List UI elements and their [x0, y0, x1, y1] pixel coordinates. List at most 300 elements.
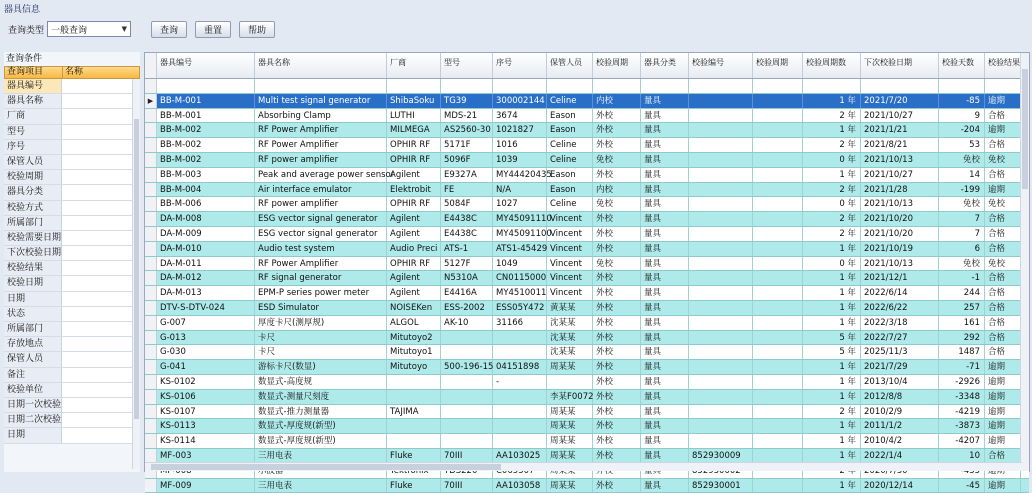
row-indicator[interactable]	[145, 257, 157, 271]
table-cell[interactable]	[493, 419, 547, 433]
table-cell[interactable]	[753, 449, 803, 463]
filter-row[interactable]	[4, 125, 140, 140]
table-cell[interactable]: 免校	[593, 153, 641, 167]
table-cell[interactable]: 逾期	[985, 123, 1021, 137]
table-row[interactable]	[145, 123, 1029, 138]
table-cell[interactable]: -3873	[939, 419, 985, 433]
row-indicator[interactable]	[145, 212, 157, 226]
table-cell[interactable]: 1 年	[803, 390, 861, 404]
filter-value-input[interactable]	[62, 352, 140, 366]
table-cell[interactable]: 70III	[441, 449, 493, 463]
table-cell[interactable]: E4416A	[441, 286, 493, 300]
table-cell[interactable]: 1049	[493, 257, 547, 271]
table-cell[interactable]: AK-10	[441, 316, 493, 330]
table-cell[interactable]: OPHIR RF	[387, 138, 441, 152]
table-cell[interactable]: 沈某某	[547, 345, 593, 359]
filter-value-input[interactable]	[62, 307, 140, 321]
table-cell[interactable]: Vincent	[547, 271, 593, 285]
table-cell[interactable]: 量具	[641, 405, 689, 419]
row-indicator[interactable]	[145, 286, 157, 300]
table-cell[interactable]: 2021/8/21	[861, 138, 939, 152]
filter-row[interactable]	[4, 352, 140, 367]
filter-row[interactable]	[4, 413, 140, 428]
table-cell[interactable]: 外校	[593, 301, 641, 315]
table-cell[interactable]: 2 年	[803, 109, 861, 123]
row-indicator[interactable]	[145, 301, 157, 315]
table-cell[interactable]: 免校	[593, 197, 641, 211]
table-cell[interactable]	[689, 360, 753, 374]
table-cell[interactable]: CN0115000	[493, 271, 547, 285]
table-row[interactable]	[145, 257, 1029, 272]
table-cell[interactable]: RF power amplifier	[255, 197, 387, 211]
table-cell[interactable]: 3674	[493, 109, 547, 123]
table-cell[interactable]	[753, 345, 803, 359]
table-row[interactable]	[145, 183, 1029, 198]
table-cell[interactable]: 外校	[593, 449, 641, 463]
table-row[interactable]	[145, 79, 1029, 94]
filter-panel-scrollbar[interactable]	[132, 79, 140, 469]
filter-row[interactable]	[4, 201, 140, 216]
table-cell[interactable]: 外校	[593, 360, 641, 374]
table-cell[interactable]	[753, 479, 803, 493]
filter-row[interactable]	[4, 292, 140, 307]
table-cell[interactable]: Mitutoyo2	[387, 331, 441, 345]
table-cell[interactable]: -4219	[939, 405, 985, 419]
table-cell[interactable]: 量具	[641, 153, 689, 167]
table-cell[interactable]: ESS05Y472	[493, 301, 547, 315]
table-cell[interactable]: -	[493, 375, 547, 389]
table-cell[interactable]: 量具	[641, 197, 689, 211]
table-cell[interactable]: MY45091100	[493, 227, 547, 241]
table-cell[interactable]: -204	[939, 123, 985, 137]
table-cell[interactable]: 免校	[939, 153, 985, 167]
query-button[interactable]: 查询	[151, 21, 187, 38]
column-header[interactable]: 校验结果	[985, 53, 1021, 78]
table-cell[interactable]: Vincent	[547, 286, 593, 300]
table-cell[interactable]: -85	[939, 94, 985, 108]
table-cell[interactable]	[689, 331, 753, 345]
table-cell[interactable]: 量具	[641, 345, 689, 359]
table-cell[interactable]: 161	[939, 316, 985, 330]
table-cell[interactable]: 2010/4/2	[861, 434, 939, 448]
table-cell[interactable]: 合格	[985, 168, 1021, 182]
table-cell[interactable]: 量具	[641, 183, 689, 197]
filter-value-input[interactable]	[62, 276, 140, 290]
table-cell[interactable]: 5127F	[441, 257, 493, 271]
table-cell[interactable]: 2022/6/14	[861, 286, 939, 300]
table-cell[interactable]: Fluke	[387, 449, 441, 463]
table-cell[interactable]: -3348	[939, 390, 985, 404]
table-cell[interactable]: Agilent	[387, 168, 441, 182]
table-row[interactable]	[145, 242, 1029, 257]
table-cell[interactable]: 外校	[593, 109, 641, 123]
table-cell[interactable]: 沈某某	[547, 316, 593, 330]
table-cell[interactable]: 2022/7/27	[861, 331, 939, 345]
table-row[interactable]	[145, 419, 1029, 434]
table-cell[interactable]: DA-M-010	[157, 242, 255, 256]
filter-row[interactable]	[4, 170, 140, 185]
table-cell[interactable]: Celine	[547, 197, 593, 211]
table-cell[interactable]: 1 年	[803, 360, 861, 374]
table-cell[interactable]: 外校	[593, 419, 641, 433]
row-indicator[interactable]	[145, 360, 157, 374]
table-cell[interactable]: 逾期	[985, 434, 1021, 448]
table-cell[interactable]: 量具	[641, 138, 689, 152]
table-cell[interactable]: KS-0107	[157, 405, 255, 419]
filter-value-input[interactable]	[62, 216, 140, 230]
table-cell[interactable]	[689, 197, 753, 211]
table-cell[interactable]: 量具	[641, 316, 689, 330]
table-cell[interactable]	[493, 79, 547, 93]
table-cell[interactable]: 周某某	[547, 405, 593, 419]
table-cell[interactable]: N/A	[493, 183, 547, 197]
table-cell[interactable]	[689, 168, 753, 182]
table-cell[interactable]: 数显式-高度规	[255, 375, 387, 389]
table-cell[interactable]: 7	[939, 227, 985, 241]
table-cell[interactable]	[939, 79, 985, 93]
table-cell[interactable]: 合格	[985, 316, 1021, 330]
table-row[interactable]	[145, 168, 1029, 183]
table-cell[interactable]: E4438C	[441, 227, 493, 241]
table-cell[interactable]: Peak and average power sensor	[255, 168, 387, 182]
table-cell[interactable]: 2021/7/29	[861, 360, 939, 374]
table-cell[interactable]	[547, 375, 593, 389]
filter-value-input[interactable]	[62, 155, 140, 169]
table-cell[interactable]	[441, 79, 493, 93]
table-cell[interactable]: 免校	[985, 257, 1021, 271]
table-cell[interactable]: -2926	[939, 375, 985, 389]
table-cell[interactable]: Celine	[547, 94, 593, 108]
filter-value-input[interactable]	[62, 246, 140, 260]
column-header[interactable]: 校验周期数	[803, 53, 861, 78]
table-cell[interactable]: 数显式-厚度规(新型)	[255, 419, 387, 433]
table-cell[interactable]: 1 年	[803, 94, 861, 108]
table-cell[interactable]: 2021/10/20	[861, 227, 939, 241]
table-cell[interactable]: ATS-1	[441, 242, 493, 256]
table-cell[interactable]: 外校	[593, 123, 641, 137]
table-cell[interactable]	[689, 242, 753, 256]
table-cell[interactable]	[861, 79, 939, 93]
table-cell[interactable]: -1	[939, 271, 985, 285]
table-cell[interactable]: 免校	[939, 197, 985, 211]
table-cell[interactable]: 逾期	[985, 183, 1021, 197]
table-cell[interactable]	[387, 375, 441, 389]
row-indicator[interactable]	[145, 434, 157, 448]
table-cell[interactable]: 2 年	[803, 227, 861, 241]
table-row[interactable]	[145, 138, 1029, 153]
row-indicator[interactable]	[145, 183, 157, 197]
table-cell[interactable]: Vincent	[547, 212, 593, 226]
table-cell[interactable]	[689, 212, 753, 226]
row-indicator[interactable]	[145, 109, 157, 123]
table-cell[interactable]	[753, 375, 803, 389]
table-row[interactable]	[145, 375, 1029, 390]
table-cell[interactable]	[441, 405, 493, 419]
table-cell[interactable]: 外校	[593, 405, 641, 419]
table-cell[interactable]: 外校	[593, 286, 641, 300]
table-cell[interactable]	[689, 390, 753, 404]
table-cell[interactable]: 量具	[641, 271, 689, 285]
table-row[interactable]	[145, 434, 1029, 449]
table-cell[interactable]: DA-M-008	[157, 212, 255, 226]
filter-row[interactable]	[4, 276, 140, 291]
table-cell[interactable]: 沈某某	[547, 331, 593, 345]
filter-value-input[interactable]	[62, 140, 140, 154]
table-cell[interactable]: 2021/10/13	[861, 153, 939, 167]
table-cell[interactable]	[689, 271, 753, 285]
table-cell[interactable]	[753, 94, 803, 108]
table-cell[interactable]: 5 年	[803, 331, 861, 345]
table-cell[interactable]: 外校	[593, 168, 641, 182]
table-cell[interactable]: BB-M-002	[157, 123, 255, 137]
table-cell[interactable]: 2021/10/19	[861, 242, 939, 256]
table-cell[interactable]: 合格	[985, 109, 1021, 123]
table-cell[interactable]: 500-196-15	[441, 360, 493, 374]
table-cell[interactable]	[441, 419, 493, 433]
table-cell[interactable]	[641, 79, 689, 93]
table-cell[interactable]	[441, 331, 493, 345]
table-cell[interactable]	[689, 123, 753, 137]
table-cell[interactable]: Celine	[547, 138, 593, 152]
table-cell[interactable]: E4438C	[441, 212, 493, 226]
table-cell[interactable]: 周某某	[547, 449, 593, 463]
table-row[interactable]	[145, 331, 1029, 346]
table-cell[interactable]: Mitutoyo	[387, 360, 441, 374]
table-cell[interactable]: 1 年	[803, 419, 861, 433]
table-cell[interactable]: RF power amplifier	[255, 153, 387, 167]
table-cell[interactable]: Agilent	[387, 227, 441, 241]
table-cell[interactable]: 70III	[441, 479, 493, 493]
table-cell[interactable]: 2 年	[803, 405, 861, 419]
filter-value-input[interactable]	[62, 368, 140, 382]
table-cell[interactable]: Mitutoyo1	[387, 345, 441, 359]
filter-value-input[interactable]	[62, 322, 140, 336]
table-cell[interactable]: 合格	[985, 227, 1021, 241]
table-cell[interactable]: BB-M-002	[157, 138, 255, 152]
table-row[interactable]	[145, 286, 1029, 301]
filter-row[interactable]	[4, 261, 140, 276]
table-row[interactable]	[145, 479, 1029, 493]
table-cell[interactable]	[441, 434, 493, 448]
table-cell[interactable]: G-013	[157, 331, 255, 345]
table-cell[interactable]: 2021/10/20	[861, 212, 939, 226]
table-cell[interactable]: TG39	[441, 94, 493, 108]
table-cell[interactable]: 244	[939, 286, 985, 300]
table-cell[interactable]	[689, 138, 753, 152]
table-cell[interactable]	[753, 360, 803, 374]
row-indicator[interactable]	[145, 375, 157, 389]
table-cell[interactable]: 2011/1/2	[861, 419, 939, 433]
column-header[interactable]: 校验编号	[689, 53, 753, 78]
table-cell[interactable]: 2010/2/9	[861, 405, 939, 419]
table-cell[interactable]	[753, 183, 803, 197]
grid-vertical-scrollbar[interactable]	[1020, 53, 1029, 471]
table-cell[interactable]: EPM-P series power meter	[255, 286, 387, 300]
table-cell[interactable]: 292	[939, 331, 985, 345]
table-cell[interactable]	[689, 183, 753, 197]
row-indicator[interactable]	[145, 316, 157, 330]
table-cell[interactable]: 合格	[985, 271, 1021, 285]
table-cell[interactable]: DA-M-009	[157, 227, 255, 241]
table-cell[interactable]: Eason	[547, 168, 593, 182]
table-cell[interactable]	[753, 212, 803, 226]
table-cell[interactable]: 量具	[641, 168, 689, 182]
table-cell[interactable]	[689, 405, 753, 419]
table-cell[interactable]: ESG vector signal generator	[255, 227, 387, 241]
table-row[interactable]	[145, 390, 1029, 405]
table-cell[interactable]: 量具	[641, 360, 689, 374]
table-cell[interactable]: 外校	[593, 227, 641, 241]
table-cell[interactable]: 周某某	[547, 419, 593, 433]
table-cell[interactable]: 量具	[641, 212, 689, 226]
table-cell[interactable]: Audio test system	[255, 242, 387, 256]
table-row[interactable]	[145, 109, 1029, 124]
table-cell[interactable]: 2021/10/27	[861, 168, 939, 182]
table-cell[interactable]: 2025/11/3	[861, 345, 939, 359]
table-cell[interactable]: BB-M-004	[157, 183, 255, 197]
table-cell[interactable]	[753, 390, 803, 404]
table-cell[interactable]: 卡尺	[255, 331, 387, 345]
filter-value-input[interactable]	[62, 398, 140, 412]
table-cell[interactable]: N5310A	[441, 271, 493, 285]
column-header[interactable]: 校验周期	[593, 53, 641, 78]
filter-row[interactable]	[4, 383, 140, 398]
row-indicator[interactable]	[145, 449, 157, 463]
filter-row[interactable]	[4, 216, 140, 231]
table-cell[interactable]: Absorbing Clamp	[255, 109, 387, 123]
table-cell[interactable]: 2021/1/28	[861, 183, 939, 197]
table-cell[interactable]: 量具	[641, 434, 689, 448]
table-cell[interactable]: 14	[939, 168, 985, 182]
table-cell[interactable]: BB-M-001	[157, 94, 255, 108]
table-cell[interactable]: -4207	[939, 434, 985, 448]
table-cell[interactable]	[689, 345, 753, 359]
table-row[interactable]	[145, 345, 1029, 360]
table-cell[interactable]: 量具	[641, 109, 689, 123]
filter-value-input[interactable]	[62, 413, 140, 427]
table-cell[interactable]	[689, 109, 753, 123]
table-cell[interactable]: MY45091110	[493, 212, 547, 226]
table-cell[interactable]: Agilent	[387, 212, 441, 226]
table-cell[interactable]	[387, 390, 441, 404]
table-cell[interactable]: BB-M-002	[157, 153, 255, 167]
table-cell[interactable]: 外校	[593, 331, 641, 345]
table-cell[interactable]: 1 年	[803, 286, 861, 300]
table-cell[interactable]: 852930009	[689, 449, 753, 463]
table-cell[interactable]: 0 年	[803, 197, 861, 211]
table-cell[interactable]: 0 年	[803, 153, 861, 167]
filter-row[interactable]	[4, 185, 140, 200]
table-cell[interactable]	[689, 79, 753, 93]
table-cell[interactable]	[985, 79, 1021, 93]
table-cell[interactable]	[689, 316, 753, 330]
table-cell[interactable]: 量具	[641, 375, 689, 389]
table-cell[interactable]: 5084F	[441, 197, 493, 211]
table-cell[interactable]: Elektrobit	[387, 183, 441, 197]
table-cell[interactable]	[753, 286, 803, 300]
table-cell[interactable]: KS-0113	[157, 419, 255, 433]
grid-horizontal-scrollbar[interactable]	[145, 462, 1022, 471]
row-indicator[interactable]	[145, 390, 157, 404]
filter-value-input[interactable]	[62, 292, 140, 306]
table-cell[interactable]: 257	[939, 301, 985, 315]
table-cell[interactable]: Agilent	[387, 286, 441, 300]
table-cell[interactable]: Agilent	[387, 271, 441, 285]
filter-row[interactable]	[4, 428, 140, 443]
table-cell[interactable]: 量具	[641, 123, 689, 137]
column-header[interactable]: 校验天数	[939, 53, 985, 78]
row-indicator[interactable]	[145, 331, 157, 345]
table-cell[interactable]: 三用电表	[255, 449, 387, 463]
table-cell[interactable]: MDS-21	[441, 109, 493, 123]
table-cell[interactable]	[689, 227, 753, 241]
table-cell[interactable]: 量具	[641, 242, 689, 256]
table-cell[interactable]: 游标卡尺(数显)	[255, 360, 387, 374]
column-header[interactable]: 器具名称	[255, 53, 387, 78]
table-cell[interactable]	[593, 79, 641, 93]
help-button[interactable]: 帮助	[239, 21, 275, 38]
table-cell[interactable]: 04151898	[493, 360, 547, 374]
table-cell[interactable]: 量具	[641, 419, 689, 433]
table-cell[interactable]: 2021/1/21	[861, 123, 939, 137]
table-row[interactable]	[145, 94, 1029, 109]
table-cell[interactable]: 6	[939, 242, 985, 256]
table-cell[interactable]: 1487	[939, 345, 985, 359]
table-cell[interactable]: Vincent	[547, 257, 593, 271]
table-cell[interactable]	[753, 405, 803, 419]
table-cell[interactable]: 1027	[493, 197, 547, 211]
table-cell[interactable]: 量具	[641, 257, 689, 271]
table-cell[interactable]: MILMEGA	[387, 123, 441, 137]
table-cell[interactable]: 1 年	[803, 168, 861, 182]
filter-value-input[interactable]	[62, 383, 140, 397]
table-cell[interactable]: 三用电表	[255, 479, 387, 493]
table-cell[interactable]: 外校	[593, 138, 641, 152]
row-indicator[interactable]	[145, 123, 157, 137]
table-cell[interactable]: 合格	[985, 286, 1021, 300]
table-cell[interactable]: 逾期	[985, 360, 1021, 374]
table-cell[interactable]	[753, 271, 803, 285]
filter-row[interactable]	[4, 307, 140, 322]
table-cell[interactable]: 0 年	[803, 257, 861, 271]
table-cell[interactable]: 5171F	[441, 138, 493, 152]
filter-value-input[interactable]	[62, 94, 140, 108]
column-header[interactable]: 厂商	[387, 53, 441, 78]
table-cell[interactable]: RF signal generator	[255, 271, 387, 285]
filter-row[interactable]	[4, 94, 140, 109]
reset-button[interactable]: 重置	[195, 21, 231, 38]
table-cell[interactable]: BB-M-001	[157, 109, 255, 123]
table-cell[interactable]: 1 年	[803, 434, 861, 448]
table-cell[interactable]: OPHIR RF	[387, 153, 441, 167]
row-indicator[interactable]	[145, 419, 157, 433]
table-cell[interactable]: DTV-S-DTV-024	[157, 301, 255, 315]
filter-row[interactable]	[4, 140, 140, 155]
table-cell[interactable]: DA-M-011	[157, 257, 255, 271]
row-indicator[interactable]	[145, 345, 157, 359]
table-cell[interactable]: Audio Preci	[387, 242, 441, 256]
table-cell[interactable]: 外校	[593, 271, 641, 285]
table-cell[interactable]	[753, 301, 803, 315]
filter-row[interactable]	[4, 398, 140, 413]
table-cell[interactable]: 2013/10/4	[861, 375, 939, 389]
table-cell[interactable]: 免校	[939, 257, 985, 271]
table-cell[interactable]: -199	[939, 183, 985, 197]
table-cell[interactable]: 2021/7/20	[861, 94, 939, 108]
table-cell[interactable]: 1 年	[803, 271, 861, 285]
column-header[interactable]: 器具编号	[157, 53, 255, 78]
table-cell[interactable]	[255, 79, 387, 93]
